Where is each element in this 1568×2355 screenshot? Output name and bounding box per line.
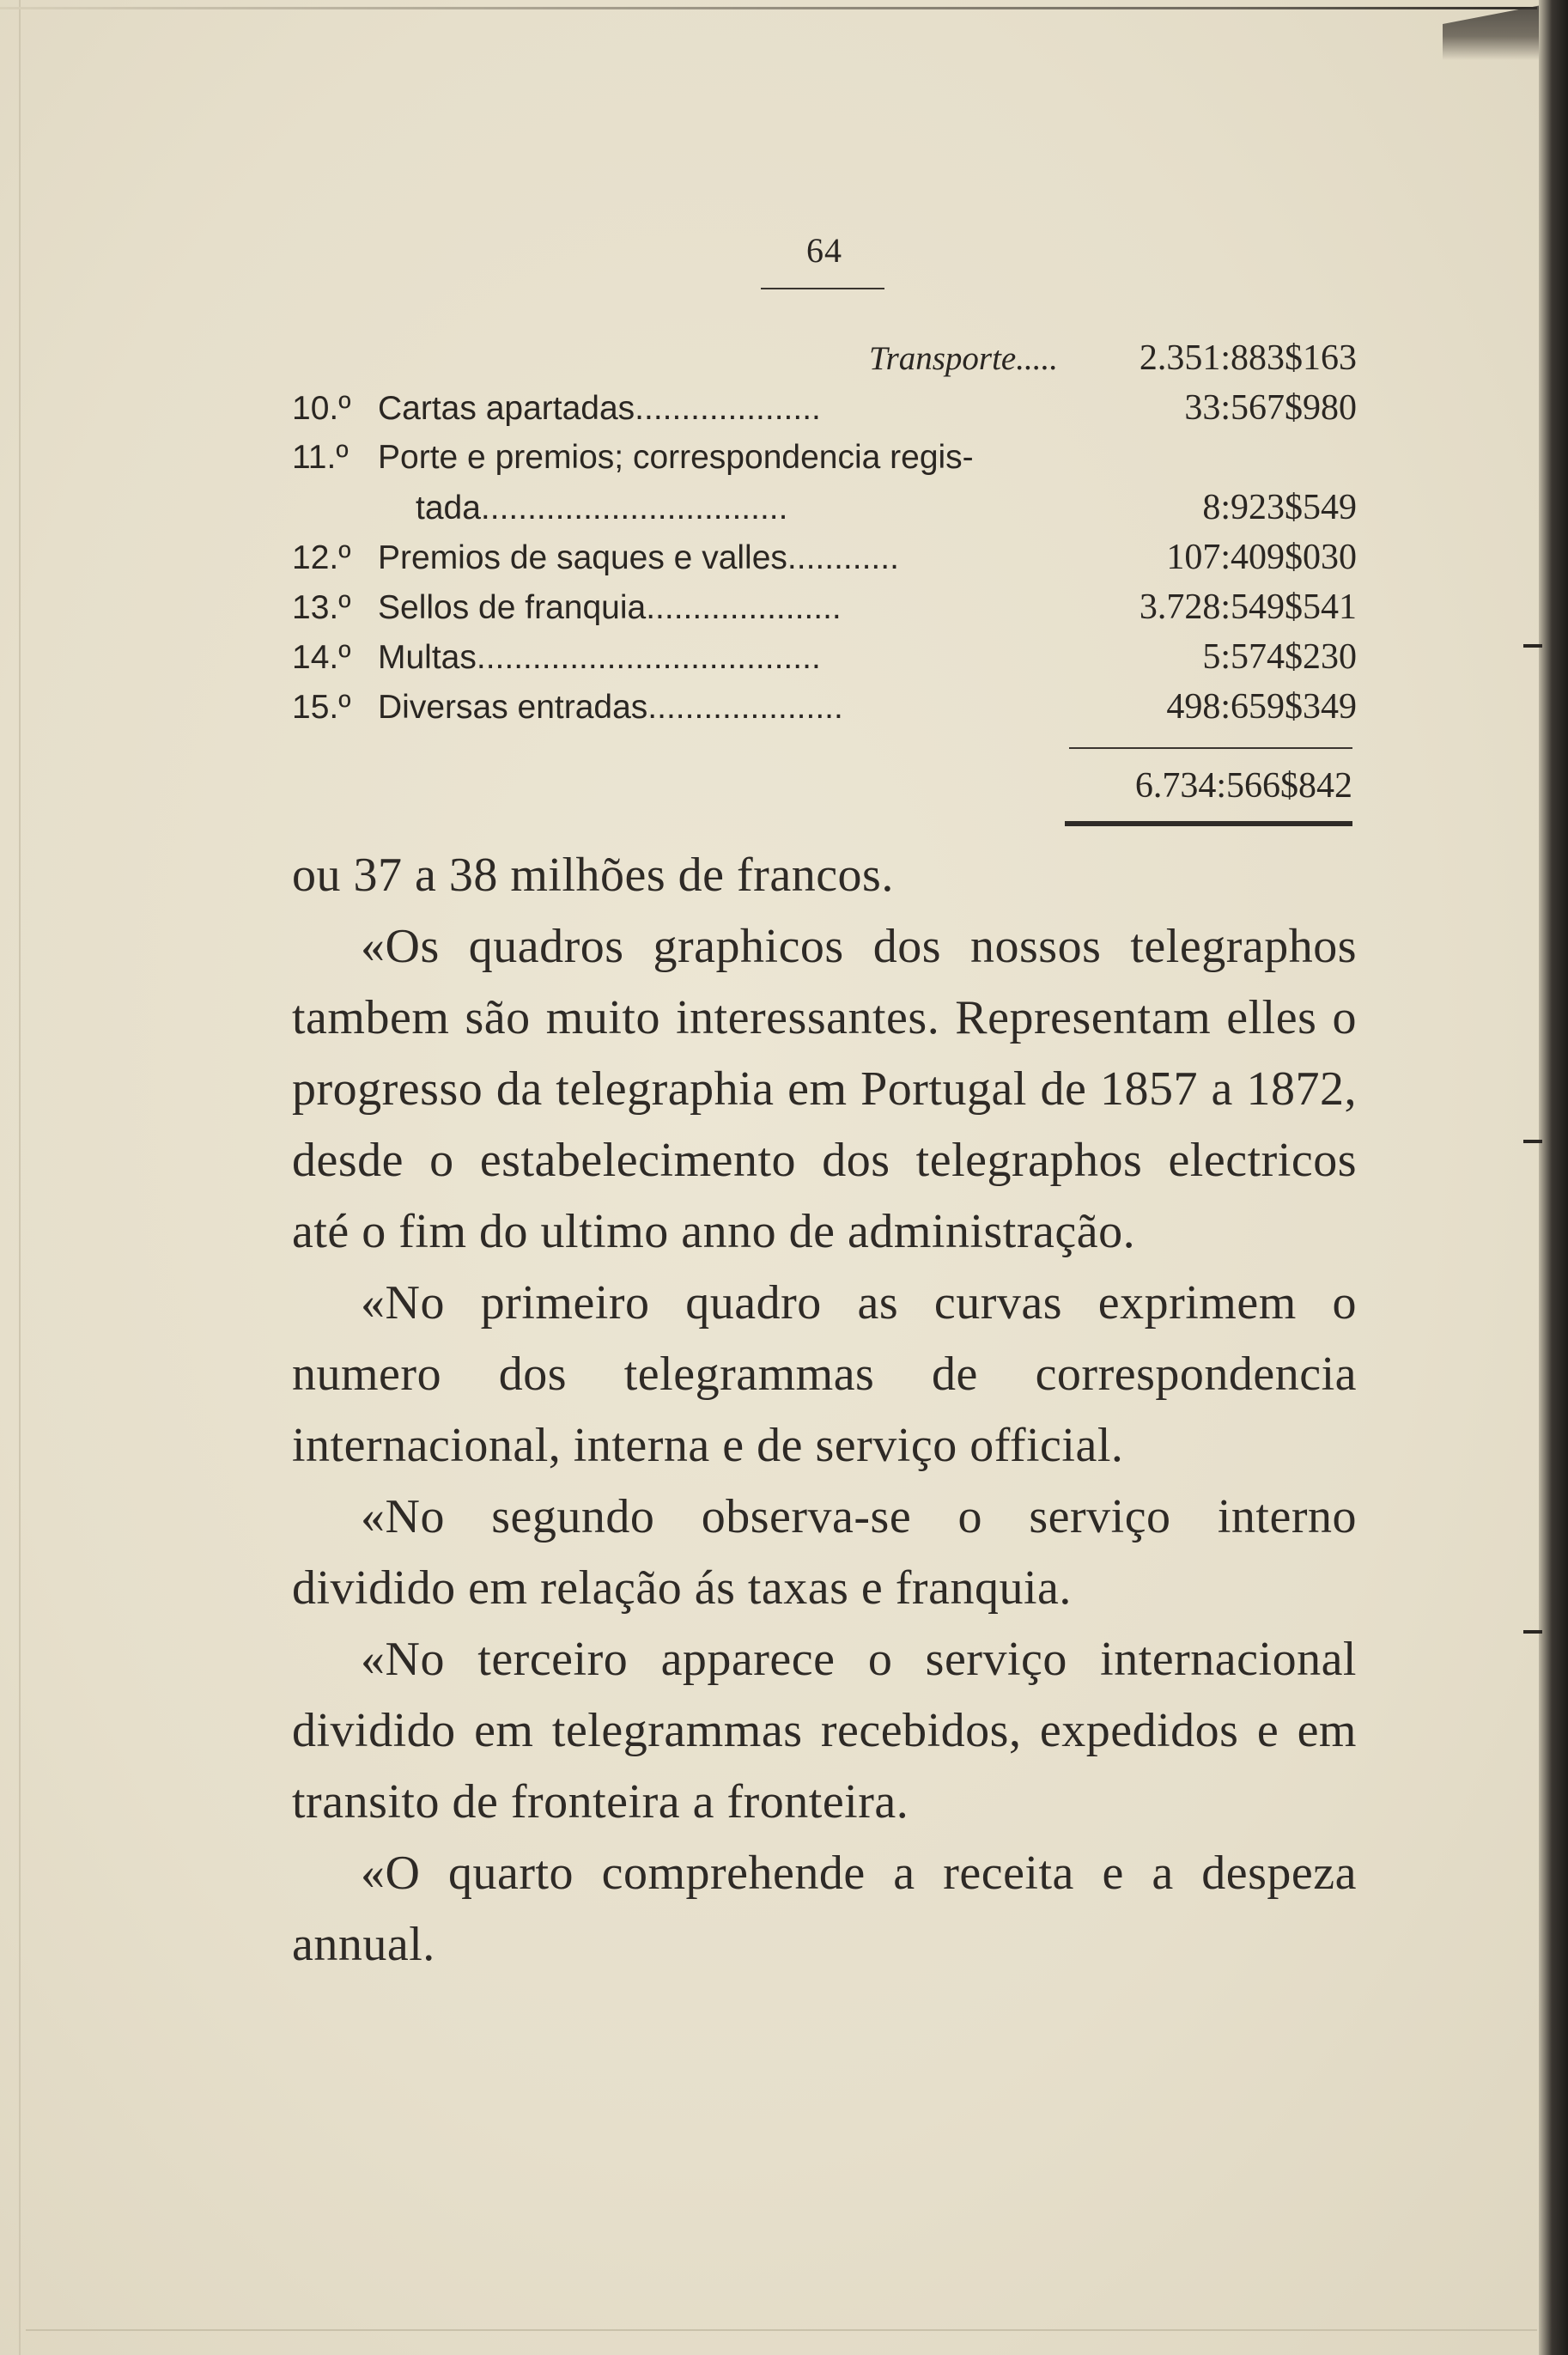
ledger-row <box>292 682 1357 732</box>
ledger-row-label: Premios de saques e valles............ <box>378 539 899 576</box>
edge-mark <box>1523 1630 1542 1634</box>
bottom-page-edge <box>26 2329 1537 2331</box>
ledger-row-number: 10.º <box>292 390 351 427</box>
paragraph: «No terceiro apparece o serviço internacional dividido em telegrammas recebidos, expedidos e em transito de fronteira a fronteira. <box>292 1633 1357 1829</box>
ledger-row-amount: 107:409$030 <box>1166 538 1357 577</box>
ledger-row <box>292 532 1357 582</box>
ledger-row <box>292 582 1357 632</box>
edge-mark <box>1523 644 1542 648</box>
paragraph: «No primeiro quadro as curvas exprimem o numero dos telegrammas de correspondencia internacional, interna e de serviço official. <box>292 1276 1357 1472</box>
paragraph: «Os quadros graphicos dos nossos telegraphos tambem são muito interessantes. Representam elles o progresso da telegraphia em Portugal de 1857 a 1872, desde o estabelecimento dos telegraphos electricos até o fim do ultimo anno de administração. <box>292 920 1357 1258</box>
ledger-row-label: Multas..................................... <box>378 639 821 676</box>
ledger-table <box>292 333 1357 732</box>
ledger-row-amount: 3.728:549$541 <box>1139 587 1357 627</box>
total-double-rule <box>1065 821 1352 826</box>
ledger-row-transport <box>292 333 1357 383</box>
top-page-edge <box>0 7 1537 9</box>
ledger-row-label: Diversas entradas..................... <box>378 689 843 726</box>
left-page-edge <box>19 0 21 2355</box>
right-binding-edge <box>1539 0 1568 2355</box>
edge-mark <box>1523 1140 1542 1143</box>
page-number-rule <box>761 288 884 289</box>
ledger-row-label: Cartas apartadas.................... <box>378 390 821 427</box>
page-number: 64 <box>806 231 842 270</box>
ledger-row-number: 11.º <box>292 439 349 476</box>
ledger-row-number: 12.º <box>292 539 351 576</box>
ledger-row-continuation <box>292 483 1357 532</box>
ledger-row-number: 15.º <box>292 689 351 726</box>
ledger-row-amount: 2.351:883$163 <box>1139 338 1357 378</box>
ledger-row-label: Porte e premios; correspondencia regis- <box>378 439 974 476</box>
paragraph: ou 37 a 38 milhões de francos. <box>292 849 894 902</box>
ledger-row-amount: 498:659$349 <box>1166 687 1357 727</box>
body-text <box>292 840 1357 1981</box>
ledger-row-number: 14.º <box>292 639 351 676</box>
paragraph: «No segundo observa-se o serviço interno dividido em relação ás taxas e franquia. <box>292 1490 1357 1615</box>
ledger-total: 6.734:566$842 <box>1134 766 1352 806</box>
ledger-row <box>292 632 1357 682</box>
ledger-row <box>292 433 1357 483</box>
ledger-row-amount: 33:567$980 <box>1184 388 1357 428</box>
sum-rule <box>1069 747 1352 749</box>
ledger-row-amount: 5:574$230 <box>1202 637 1357 677</box>
ledger-row-label: tada................................. <box>416 490 788 526</box>
ledger-row-number: 13.º <box>292 589 351 626</box>
paragraph: «O quarto comprehende a receita e a despeza annual. <box>292 1847 1357 1971</box>
ledger-row-label: Transporte..... <box>869 340 1058 377</box>
ledger-row-label: Sellos de franquia..................... <box>378 589 842 626</box>
ledger-row-amount: 8:923$549 <box>1202 488 1357 527</box>
ledger-row <box>292 383 1357 433</box>
